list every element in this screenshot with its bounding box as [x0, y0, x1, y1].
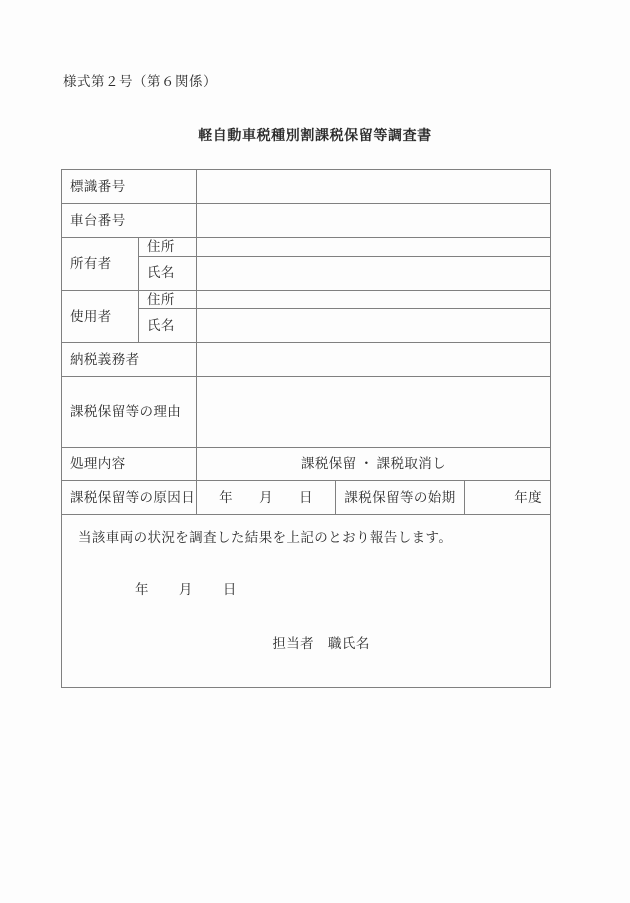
- label-user: 使用者: [62, 290, 139, 343]
- form-number: 様式第２号（第６関係）: [63, 74, 217, 89]
- table-row: [62, 204, 551, 238]
- label-owner-address: 住所: [139, 238, 197, 257]
- label-owner: 所有者: [62, 238, 139, 291]
- field-suspension-reason[interactable]: [197, 377, 551, 448]
- field-plate-number[interactable]: [197, 170, 551, 204]
- field-user-address[interactable]: [197, 290, 551, 309]
- signature-value: 職氏名: [328, 636, 370, 652]
- option-tax-suspension[interactable]: 課税保留: [300, 456, 357, 472]
- field-owner-name[interactable]: [197, 256, 551, 290]
- table-row: [62, 343, 551, 377]
- table-row: [62, 448, 551, 481]
- option-separator: ・: [359, 456, 374, 472]
- field-chassis-number[interactable]: [197, 204, 551, 238]
- table-row: [62, 481, 551, 515]
- statement-date-month: 月: [178, 582, 193, 598]
- label-plate-number: 標識番号: [62, 170, 197, 204]
- label-processing-content: 処理内容: [62, 448, 197, 481]
- label-user-name: 氏名: [139, 309, 197, 343]
- table-row: [62, 290, 551, 309]
- label-suspension-reason: 課税保留等の理由: [62, 377, 197, 448]
- cause-date-month: 月: [259, 489, 273, 505]
- table-row: [62, 170, 551, 204]
- table-row: [62, 515, 551, 688]
- signature-label: 担当者: [272, 636, 315, 652]
- signature-line[interactable]: [62, 635, 550, 653]
- table-row: [62, 377, 551, 448]
- label-chassis-number: 車台番号: [62, 204, 197, 238]
- cause-date-year: 年: [219, 489, 234, 505]
- page-title: 軽自動車税種別割課税保留等調査書: [198, 129, 432, 144]
- field-user-name[interactable]: [197, 309, 551, 343]
- field-processing-content[interactable]: [197, 448, 551, 481]
- field-owner-address[interactable]: [197, 238, 551, 257]
- statement-block: [62, 515, 551, 688]
- statement-date-day: 日: [222, 582, 237, 598]
- statement-date[interactable]: [135, 581, 237, 599]
- statement-text: 当該車両の状況を調査した結果を上記のとおり報告します。: [78, 530, 453, 546]
- field-start-period[interactable]: 年度: [465, 481, 551, 515]
- field-taxpayer[interactable]: [197, 343, 551, 377]
- label-cause-date: 課税保留等の原因日: [62, 481, 197, 515]
- statement-date-year: 年: [135, 582, 149, 598]
- label-taxpayer: 納税義務者: [62, 343, 197, 377]
- label-start-period: 課税保留等の始期: [336, 481, 465, 515]
- cause-date-day: 日: [298, 489, 313, 505]
- option-tax-cancellation[interactable]: 課税取消し: [376, 456, 447, 472]
- field-cause-date[interactable]: [197, 481, 336, 515]
- label-user-address: 住所: [139, 290, 197, 309]
- label-owner-name: 氏名: [139, 256, 197, 290]
- table-row: [62, 238, 551, 257]
- investigation-form-table: [61, 169, 551, 688]
